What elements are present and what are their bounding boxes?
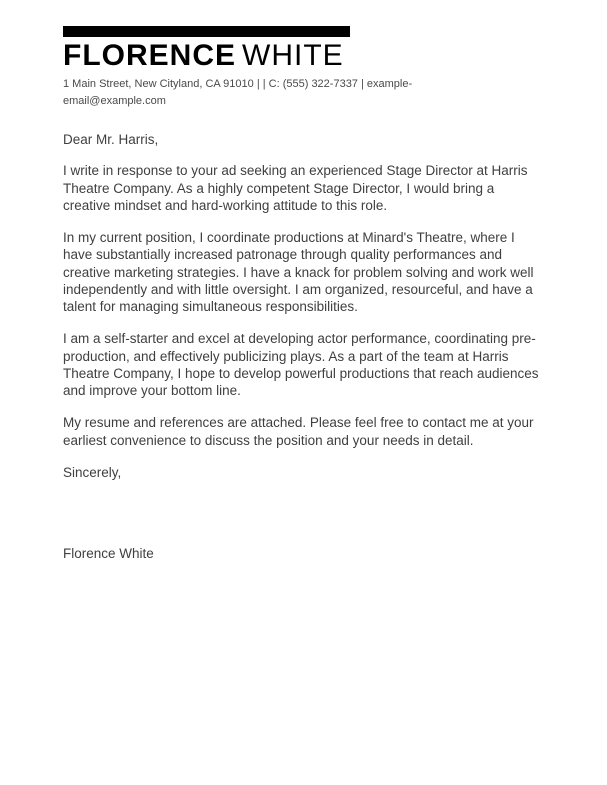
page-title: [63, 39, 545, 72]
salutation: Dear Mr. Harris,: [63, 132, 159, 147]
closing: Sincerely,: [63, 464, 122, 480]
signature: Florence White: [63, 546, 154, 562]
last-name: WHITE: [242, 39, 344, 72]
contact-line-1: 1 Main Street, New Cityland, CA 91010 | | C: (555) 322-7337 | example-: [63, 78, 413, 90]
contact-line-2: email@example.com: [63, 94, 166, 107]
letter-content: [63, 26, 545, 563]
paragraph-2: In my current position, I coordinate productions at Minard's Theatre, where I have substantially increased patronage through quality performances and creative marketing strategies. I have a knack for problem solving and work well independently and with little oversight. I am organized, resourceful, and have a talent for managing simultaneous responsibilities.: [63, 230, 534, 315]
paragraph-1: I write in response to your ad seeking an experienced Stage Director at Harris Theatre Company. As a highly competent Stage Director, I would bring a creative mindset and hard-working attitude to this role.: [63, 163, 528, 213]
paragraph-3: I am a self-starter and excel at developing actor performance, coordinating pre-production, and effectively publicizing plays. As a part of the team at Harris Theatre Company, I hope to develop powerful productions that reach audiences and improve your bottom line.: [63, 331, 539, 399]
paragraph-4: My resume and references are attached. Please feel free to contact me at your earliest convenience to discuss the position and your needs in detail.: [63, 415, 534, 448]
first-name: FLORENCE: [63, 39, 236, 72]
header-accent-bar: [63, 26, 350, 37]
contact-info: [63, 76, 545, 109]
letter-body: [63, 131, 545, 563]
